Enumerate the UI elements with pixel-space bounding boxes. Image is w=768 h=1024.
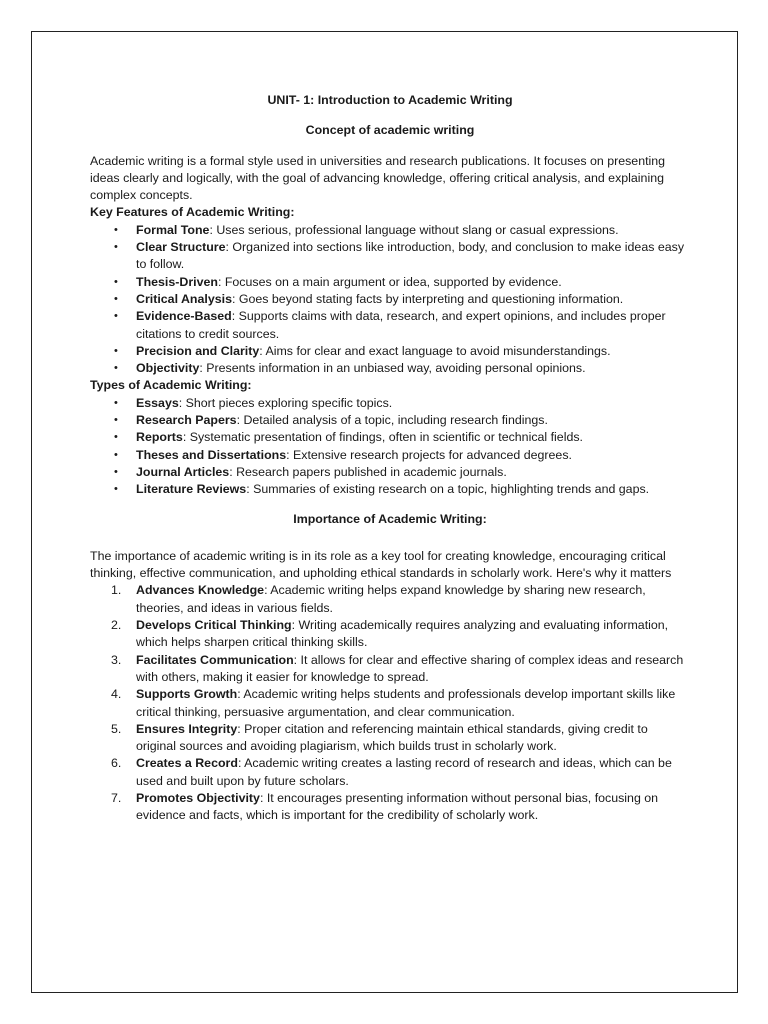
document-body xyxy=(90,92,690,825)
term: Thesis-Driven xyxy=(136,274,218,289)
list-item xyxy=(90,481,690,498)
types-list xyxy=(90,395,690,499)
item-number: 6. xyxy=(111,756,122,771)
list-item xyxy=(90,308,690,343)
term: Evidence-Based xyxy=(136,309,232,324)
key-features-label: Key Features of Academic Writing: xyxy=(90,205,295,220)
description: : Research papers published in academic journals. xyxy=(229,464,507,479)
description: : Summaries of existing research on a topic, highlighting trends and gaps. xyxy=(246,482,650,497)
term: Ensures Integrity xyxy=(136,721,238,736)
term: Clear Structure xyxy=(136,240,226,255)
list-item xyxy=(90,429,690,446)
term: Reports xyxy=(136,430,183,445)
description: : Goes beyond stating facts by interpreting and questioning information. xyxy=(231,291,624,306)
concept-title: Concept of academic writing xyxy=(305,123,475,138)
description: : It allows for clear and effective sharing of complex ideas and research with others, making it easier for knowledge to spread. xyxy=(136,652,684,684)
term: Objectivity xyxy=(136,361,200,376)
bullet-icon: • xyxy=(114,223,118,236)
description: : Focuses on a main argument or idea, supported by evidence. xyxy=(217,274,562,289)
list-item xyxy=(90,447,690,464)
list-item xyxy=(90,291,690,308)
numbered-item xyxy=(90,790,690,825)
description: : Aims for clear and exact language to avoid misunderstandings. xyxy=(259,343,611,358)
term: Research Papers xyxy=(136,413,237,428)
term: Facilitates Communication xyxy=(136,652,294,667)
list-item xyxy=(90,360,690,377)
item-number: 5. xyxy=(111,721,122,736)
description: : Academic writing creates a lasting record of research and ideas, which can be used and built upon by future scholars. xyxy=(136,756,672,788)
bullet-icon: • xyxy=(114,310,118,323)
term: Creates a Record xyxy=(136,756,238,771)
numbered-item xyxy=(90,652,690,687)
numbered-item xyxy=(90,686,690,721)
term: Precision and Clarity xyxy=(136,343,260,358)
description: : Detailed analysis of a topic, including research findings. xyxy=(236,413,548,428)
item-number: 2. xyxy=(111,618,122,633)
description: : Systematic presentation of findings, often in scientific or technical fields. xyxy=(182,430,583,445)
bullet-icon: • xyxy=(114,465,118,478)
numbered-item xyxy=(90,617,690,652)
item-number: 7. xyxy=(111,790,122,805)
term: Promotes Objectivity xyxy=(136,790,260,805)
numbered-item xyxy=(90,755,690,790)
key-features-list xyxy=(90,222,690,378)
description: : Extensive research projects for advanced degrees. xyxy=(286,447,572,462)
numbered-item xyxy=(90,721,690,756)
importance-list xyxy=(90,582,690,824)
description: : Academic writing helps expand knowledge by sharing new research, theories, and ideas in various fields. xyxy=(136,583,646,615)
description: : It encourages presenting information without personal bias, focusing on evidence and facts, which is important for the credibility of scholarly work. xyxy=(136,790,659,823)
term: Critical Analysis xyxy=(136,291,232,306)
list-item xyxy=(90,274,690,291)
bullet-icon: • xyxy=(114,275,118,288)
description: : Organized into sections like introduction, body, and conclusion to make ideas easy to follow. xyxy=(136,240,685,272)
term: Literature Reviews xyxy=(136,482,247,497)
importance-title: Importance of Academic Writing: xyxy=(293,511,487,526)
bullet-icon: • xyxy=(114,448,118,461)
description: : Uses serious, professional language without slang or casual expressions. xyxy=(209,222,619,237)
importance-paragraph: The importance of academic writing is in its role as a key tool for creating knowledge, encouraging critical thinking, effective communication, and upholding ethical standards in scholarly work. Here's why it matters xyxy=(90,548,672,581)
item-number: 3. xyxy=(111,652,122,667)
intro-paragraph: Academic writing is a formal style used in universities and research publications. It focuses on presenting ideas clearly and logically, with the goal of advancing knowledge, offering critical analysis, and explaining complex concepts. xyxy=(90,153,666,203)
bullet-icon: • xyxy=(114,292,118,305)
item-number: 4. xyxy=(111,687,122,702)
description: : Short pieces exploring specific topics. xyxy=(178,395,393,410)
bullet-icon: • xyxy=(114,241,118,254)
list-item xyxy=(90,464,690,481)
unit-title: UNIT- 1: Introduction to Academic Writing xyxy=(267,93,513,107)
bullet-icon: • xyxy=(114,362,118,375)
list-item xyxy=(90,239,690,274)
term: Supports Growth xyxy=(136,687,238,702)
description: : Proper citation and referencing maintain ethical standards, giving credit to original sources and avoiding plagiarism, which builds trust in scholarly work. xyxy=(136,721,648,754)
term: Formal Tone xyxy=(136,222,210,237)
term: Advances Knowledge xyxy=(136,583,265,598)
bullet-icon: • xyxy=(114,396,118,409)
term: Develops Critical Thinking xyxy=(136,618,292,633)
bullet-icon: • xyxy=(114,344,118,357)
numbered-item xyxy=(90,582,690,617)
bullet-icon: • xyxy=(114,414,118,427)
description: : Academic writing helps students and professionals develop important skills like critical thinking, persuasive argumentation, and clear communication. xyxy=(136,687,676,719)
bullet-icon: • xyxy=(114,483,118,496)
term: Journal Articles xyxy=(136,464,230,479)
bullet-icon: • xyxy=(114,431,118,444)
item-number: 1. xyxy=(111,583,122,598)
description: : Supports claims with data, research, and expert opinions, and includes proper citations to credit sources. xyxy=(136,309,666,341)
list-item xyxy=(90,222,690,239)
term: Essays xyxy=(136,395,179,410)
list-item xyxy=(90,412,690,429)
types-label: Types of Academic Writing: xyxy=(90,378,252,393)
term: Theses and Dissertations xyxy=(136,447,287,462)
description: : Writing academically requires analyzing and evaluating information, which helps sharpen critical thinking skills. xyxy=(136,618,669,650)
list-item xyxy=(90,343,690,360)
list-item xyxy=(90,395,690,412)
description: : Presents information in an unbiased way, avoiding personal opinions. xyxy=(199,361,586,376)
